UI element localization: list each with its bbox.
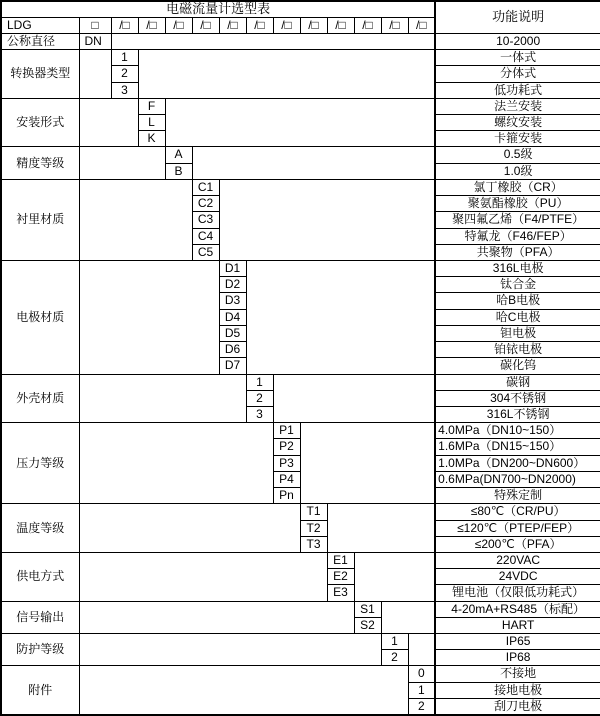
option-desc: 4-20mA+RS485（标配） xyxy=(435,601,600,617)
option-desc: 锂电池（仅限低功耗式） xyxy=(435,585,600,601)
option-desc: 哈C电极 xyxy=(435,309,600,325)
empty-cell xyxy=(408,634,435,666)
empty-cell xyxy=(79,552,327,601)
group-label: 防护等级 xyxy=(1,634,79,666)
model-slot-box: /□ xyxy=(111,17,138,33)
option-desc: 4.0MPa（DN10~150） xyxy=(435,423,600,439)
option-code: 1 xyxy=(111,50,138,66)
option-code: DN xyxy=(79,33,111,49)
empty-cell xyxy=(381,601,435,633)
empty-cell xyxy=(273,374,435,423)
option-desc: 316L电极 xyxy=(435,261,600,277)
option-code: K xyxy=(138,131,165,147)
option-code: T3 xyxy=(300,536,327,552)
option-desc: 螺纹安装 xyxy=(435,115,600,131)
option-desc: 1.0级 xyxy=(435,163,600,179)
option-desc: 不接地 xyxy=(435,666,600,682)
option-code: T1 xyxy=(300,504,327,520)
option-code: 0 xyxy=(408,666,435,682)
empty-cell xyxy=(79,423,273,504)
empty-cell xyxy=(111,33,435,49)
empty-cell xyxy=(354,552,435,601)
table-row xyxy=(1,423,600,439)
option-code: P4 xyxy=(273,471,300,487)
model-slot-box: /□ xyxy=(219,17,246,33)
option-code: L xyxy=(138,115,165,131)
option-code: 1 xyxy=(246,374,273,390)
option-desc: 220VAC xyxy=(435,552,600,568)
option-desc: 共聚物（PFA） xyxy=(435,244,600,260)
option-desc: 接地电极 xyxy=(435,682,600,698)
empty-cell xyxy=(246,261,435,375)
option-code: D2 xyxy=(219,277,246,293)
group-label: 温度等级 xyxy=(1,504,79,553)
option-code: 3 xyxy=(246,406,273,422)
option-code: C1 xyxy=(192,179,219,195)
model-slot-box: /□ xyxy=(165,17,192,33)
empty-cell xyxy=(79,147,165,179)
option-code: 1 xyxy=(381,634,408,650)
option-desc: 一体式 xyxy=(435,50,600,66)
page-title: 电磁流量计选型表 xyxy=(1,1,435,17)
table-row xyxy=(1,601,600,617)
model-slot-box: /□ xyxy=(273,17,300,33)
option-code: P1 xyxy=(273,423,300,439)
option-desc: 聚四氟乙烯（F4/PTFE） xyxy=(435,212,600,228)
model-slot-box: /□ xyxy=(327,17,354,33)
option-code: D3 xyxy=(219,293,246,309)
option-code: D6 xyxy=(219,342,246,358)
table-row xyxy=(1,666,600,682)
group-label: 安装形式 xyxy=(1,98,79,147)
option-code: 2 xyxy=(111,66,138,82)
option-code: D7 xyxy=(219,358,246,374)
table-row xyxy=(1,50,600,66)
option-code: A xyxy=(165,147,192,163)
option-desc: 碳钢 xyxy=(435,374,600,390)
table-row xyxy=(1,374,600,390)
option-code: 1 xyxy=(408,682,435,698)
group-label: 信号输出 xyxy=(1,601,79,633)
option-code: D1 xyxy=(219,261,246,277)
table-row xyxy=(1,179,600,195)
group-label: 附件 xyxy=(1,666,79,715)
empty-cell xyxy=(165,98,435,147)
empty-cell xyxy=(79,504,300,553)
table-row xyxy=(1,552,600,568)
option-code: B xyxy=(165,163,192,179)
empty-cell xyxy=(192,147,435,179)
option-desc: 特氟龙（F46/FEP） xyxy=(435,228,600,244)
group-label: 供电方式 xyxy=(1,552,79,601)
empty-cell xyxy=(79,179,192,260)
option-code: C2 xyxy=(192,196,219,212)
table-row xyxy=(1,1,600,17)
table-row xyxy=(1,261,600,277)
model-slot-box: /□ xyxy=(192,17,219,33)
group-label: 转换器类型 xyxy=(1,50,79,99)
model-slot-box: /□ xyxy=(354,17,381,33)
option-code: 3 xyxy=(111,82,138,98)
empty-cell xyxy=(79,374,246,423)
option-desc: 碳化钨 xyxy=(435,358,600,374)
option-code: D4 xyxy=(219,309,246,325)
option-desc: 卡箍安装 xyxy=(435,131,600,147)
model-slot-box: /□ xyxy=(300,17,327,33)
empty-cell xyxy=(219,179,435,260)
option-code: 2 xyxy=(381,650,408,666)
option-code: E2 xyxy=(327,569,354,585)
option-desc: 哈B电极 xyxy=(435,293,600,309)
empty-cell xyxy=(79,50,111,99)
empty-cell xyxy=(79,601,354,633)
option-code: P2 xyxy=(273,439,300,455)
option-desc: ≤200℃（PFA） xyxy=(435,536,600,552)
option-desc: 特殊定制 xyxy=(435,488,600,504)
model-slot-box: /□ xyxy=(138,17,165,33)
option-desc: ≤80℃（CR/PU） xyxy=(435,504,600,520)
model-slot-box: /□ xyxy=(246,17,273,33)
option-desc: 分体式 xyxy=(435,66,600,82)
option-code: D5 xyxy=(219,325,246,341)
group-label: 压力等级 xyxy=(1,423,79,504)
table-row xyxy=(1,98,600,114)
option-desc: 低功耗式 xyxy=(435,82,600,98)
empty-cell xyxy=(79,666,408,715)
option-code: T2 xyxy=(300,520,327,536)
option-desc: 0.5级 xyxy=(435,147,600,163)
option-desc: HART xyxy=(435,617,600,633)
option-code: C3 xyxy=(192,212,219,228)
option-desc: 1.6MPa（DN15~150） xyxy=(435,439,600,455)
option-desc: 24VDC xyxy=(435,569,600,585)
model-slot-box: /□ xyxy=(408,17,435,33)
option-code: C4 xyxy=(192,228,219,244)
option-desc: 316L不锈钢 xyxy=(435,406,600,422)
empty-cell xyxy=(138,50,435,99)
option-code: 2 xyxy=(408,698,435,715)
option-desc: 聚氨酯橡胶（PU） xyxy=(435,196,600,212)
option-code: P3 xyxy=(273,455,300,471)
model-prefix: LDG xyxy=(1,17,79,33)
option-desc: 钛合金 xyxy=(435,277,600,293)
option-code: E1 xyxy=(327,552,354,568)
model-slot-box: /□ xyxy=(381,17,408,33)
table-row xyxy=(1,147,600,163)
option-desc: 304不锈钢 xyxy=(435,390,600,406)
function-column-header: 功能说明 xyxy=(435,1,600,33)
option-desc: 氯丁橡胶（CR） xyxy=(435,179,600,195)
empty-cell xyxy=(79,261,219,375)
empty-cell xyxy=(300,423,435,504)
option-code: S1 xyxy=(354,601,381,617)
group-label: 外壳材质 xyxy=(1,374,79,423)
option-desc: 法兰安装 xyxy=(435,98,600,114)
option-code: F xyxy=(138,98,165,114)
model-slot-box: □ xyxy=(79,17,111,33)
table-row xyxy=(1,33,600,49)
option-desc: 刮刀电极 xyxy=(435,698,600,715)
table-row xyxy=(1,634,600,650)
option-desc: IP68 xyxy=(435,650,600,666)
option-desc: IP65 xyxy=(435,634,600,650)
option-desc: 铂铱电极 xyxy=(435,342,600,358)
option-desc: ≤120℃（PTEP/FEP） xyxy=(435,520,600,536)
empty-cell xyxy=(327,504,435,553)
option-code: 2 xyxy=(246,390,273,406)
option-code: C5 xyxy=(192,244,219,260)
group-label: 公称直径 xyxy=(1,33,79,49)
empty-cell xyxy=(79,634,381,666)
empty-cell xyxy=(79,98,138,147)
option-code: Pn xyxy=(273,488,300,504)
group-label: 衬里材质 xyxy=(1,179,79,260)
option-code: S2 xyxy=(354,617,381,633)
option-desc: 1.0MPa（DN200~DN600） xyxy=(435,455,600,471)
option-code: E3 xyxy=(327,585,354,601)
group-label: 精度等级 xyxy=(1,147,79,179)
group-label: 电极材质 xyxy=(1,261,79,375)
option-desc: 10-2000 xyxy=(435,33,600,49)
option-desc: 钽电极 xyxy=(435,325,600,341)
table-row xyxy=(1,504,600,520)
option-desc: 0.6MPa(DN700~DN2000) xyxy=(435,471,600,487)
